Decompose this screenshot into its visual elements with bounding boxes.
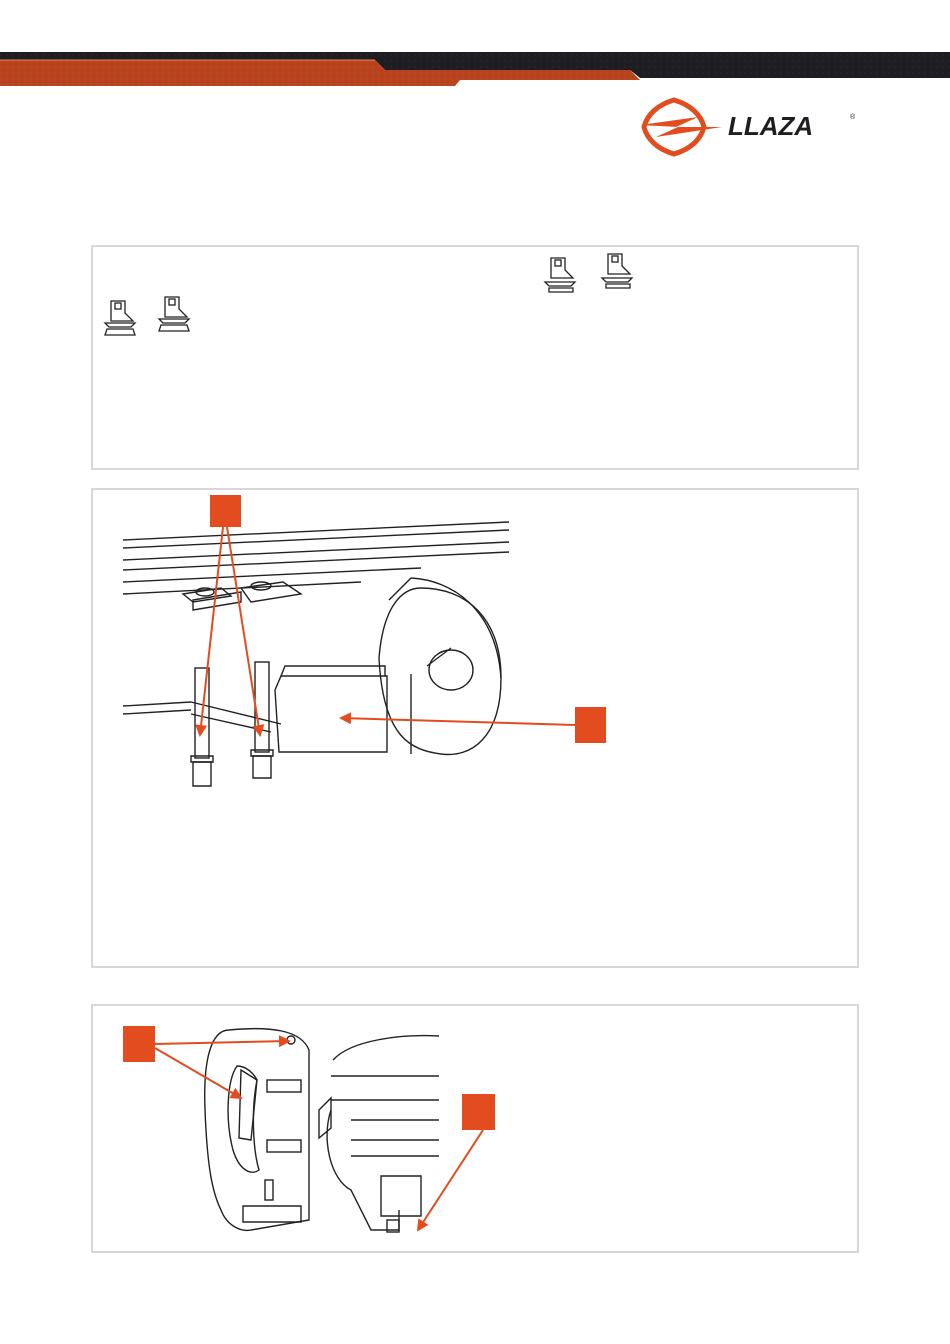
brand-logo (636, 97, 866, 157)
registered-mark: ® (850, 114, 856, 121)
foot-clamp-icon (155, 293, 195, 337)
foot-clamp-icon (101, 297, 141, 341)
end-cap-drawing (181, 1020, 441, 1242)
panel-end-cap (91, 1004, 859, 1253)
callout-marker (575, 707, 606, 743)
callout-marker (123, 1026, 155, 1062)
panel-mounting-feet (91, 245, 859, 470)
foot-clamp-icon (598, 250, 638, 292)
logo-emblem-icon (640, 100, 722, 154)
rail-assembly-drawing (121, 508, 511, 808)
callout-marker (210, 495, 241, 527)
panel-bolts-and-cap (91, 488, 859, 968)
foot-clamp-icon (541, 254, 581, 296)
header-band (0, 0, 950, 100)
callout-marker (462, 1094, 495, 1130)
brand-wordmark: LLAZA (728, 111, 814, 141)
